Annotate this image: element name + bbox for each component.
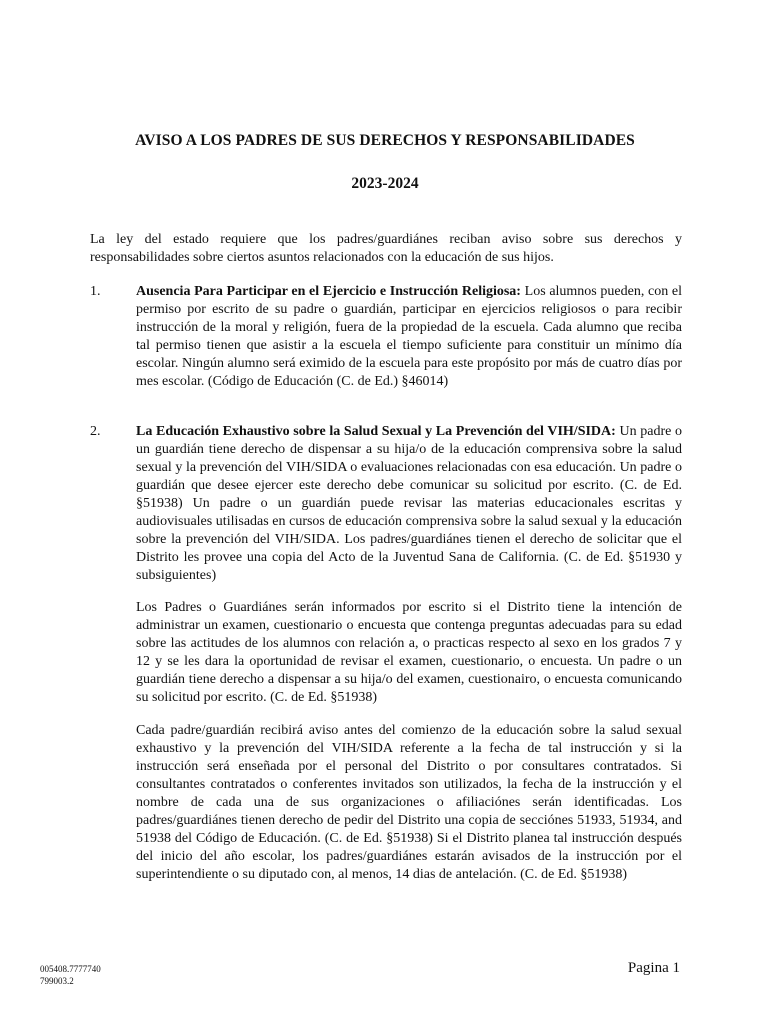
item-body (136, 423, 682, 585)
page-number: Pagina 1 (627, 960, 680, 976)
item-heading: La Educación Exhaustivo sobre la Salud Sexual y La Prevención del VIH/SIDA: (136, 424, 616, 439)
document-title: AVISO A LOS PADRES DE SUS DERECHOS Y RESPONSABILIDADES (135, 132, 635, 149)
item-text: Un padre o un guardián tiene derecho de dispensar a su hija/o de la educación comprensiva sobre la salud sexual y la prevención del VIH/SIDA o evaluaciones relacionadas con esa educación. Un padre o guardián que desee ejercer este derecho debe comunicar su solicitud por escrito. (C. de Ed. §51938) Un padre o un guardián puede revisar las materias educacionales escritas y audiovisuales utilisadas en cursos de educación comprensiva sobre la salud sexual y la educación sobre la prevención del VIH/SIDA. Los padres/guardiánes tienen el derecho de solicitar que el Distrito les provee una copia del Acto de la Juventud Sana de California. (C. de Ed. §51930 y subsiguientes) (136, 424, 682, 583)
body-paragraph: Cada padre/guardián recibirá aviso antes del comienzo de la educación sobre la salud sexual exhaustivo y la prevención del VIH/SIDA referente a la fecha de tal instrucción y si la instrucción será enseñada por el personal del Distrito o por consultares contratados. Si consultantes contratados o conferentes invitados son utilizados, la fecha de la instrucción y el nombre de cada una de sus organizaciones o afiliaciónes serán identificadas. Los padres/guardiánes tienen derecho de pedir del Distrito una copia de secciónes 51933, 51934, and 51938 del Código de Educación. (C. de Ed. §51938) Si el Distrito planea tal instrucción después del inicio del año escolar, los padres/guardiánes estarán avisados de la instrucción por el superintendiente o su diputado con, al menos, 14 dias de antelación. (C. de Ed. §51938) (136, 723, 682, 882)
item-number: 1. (90, 284, 101, 299)
item-body (136, 283, 682, 391)
intro-paragraph: La ley del estado requiere que los padres/guardiánes reciban aviso sobre sus derechos y responsabilidades sobre ciertos asuntos relacionados con la educación de sus hijos. (90, 232, 682, 265)
item-text: Los alumnos pueden, con el permiso por escrito de su padre o guardián, participar en ejercicios religiosos o para recibir instrucción de la moral y religión, fuera de la propiedad de la escuela. Cada alumno que reciba tal permiso tienen que asistir a la escuela el tiempo suficiente para constituir un mínimo día escolar. Ningún alumno será eximido de la escuela para este propósito por más de cuatro días por mes escolar. (Código de Educación (C. de Ed.) §46014) (136, 284, 683, 389)
document-code-line: 799003.2 (40, 976, 74, 986)
document-code-line: 005408.7777740 (40, 964, 101, 974)
school-year: 2023-2024 (351, 175, 419, 192)
item-heading: Ausencia Para Participar en el Ejercicio e Instrucción Religiosa: (136, 284, 521, 299)
body-paragraph: Los Padres o Guardiánes serán informados por escrito si el Distrito tiene la intención de administrar un examen, cuestionario o encuesta que contenga preguntas adecuadas para su edad sobre las actitudes de los alumnos con relación a, o practicas respecto al sexo en los grados 7 y 12 y se les dara la oportunidad de revisar el examen, cuestionario, o encuesta. Un padre o un guardián tiene derecho a dispensar a su hija/o del examen, cuestionairo, o encuesta comunicando su solicitud por escrito. (C. de Ed. §51938) (136, 600, 682, 705)
document-code (40, 963, 101, 987)
item-number: 2. (90, 424, 101, 439)
